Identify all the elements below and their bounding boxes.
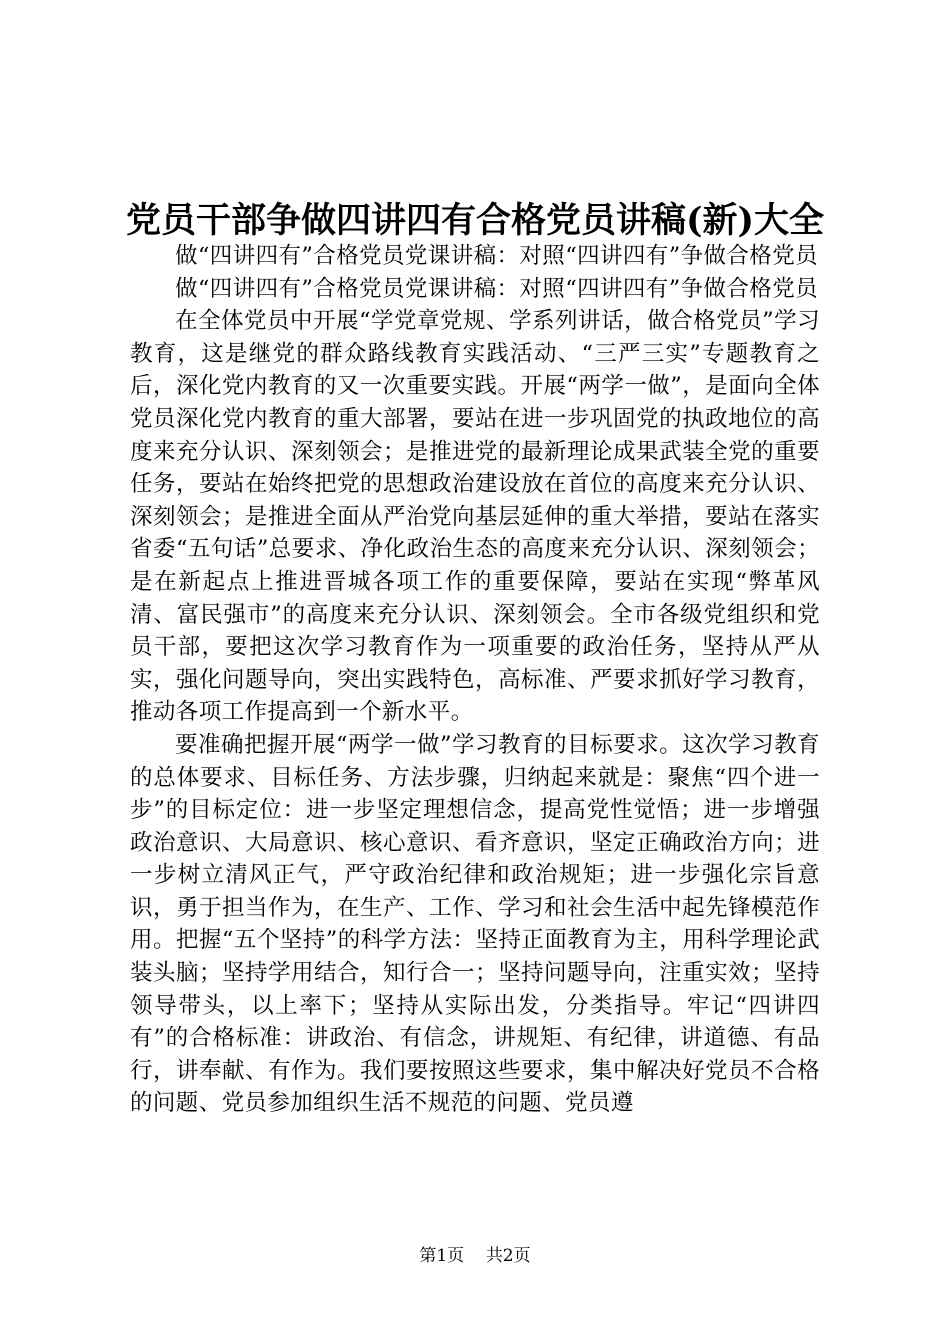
document-body <box>130 240 820 1120</box>
paragraph: 在全体党员中开展“学党章党规、学系列讲话，做合格党员”学习教育，这是继党的群众路线教育实践活动、“三严三实”专题教育之后，深化党内教育的又一次重要实践。开展“两学一做”，是面向全体党员深化党内教育的重大部署，要站在进一步巩固党的执政地位的高度来充分认识、深刻领会；是推进党的最新理论成果武装全党的重要任务，要站在始终把党的思想政治建设放在首位的高度来充分认识、深刻领会；是推进全面从严治党向基层延伸的重大举措，要站在落实省委“五句话”总要求、净化政治生态的高度来充分认识、深刻领会；是在新起点上推进晋城各项工作的重要保障，要站在实现“弊革风清、富民强市”的高度来充分认识、深刻领会。全市各级党组织和党员干部，要把这次学习教育作为一项重要的政治任务，坚持从严从实，强化问题导向，突出实践特色，高标准、严要求抓好学习教育，推动各项工作提高到一个新水平。 <box>130 308 820 726</box>
page-separator <box>470 1246 481 1266</box>
paragraph: 做“四讲四有”合格党员党课讲稿：对照“四讲四有”争做合格党员 <box>175 243 819 269</box>
page-number: 第1页 <box>419 1246 465 1266</box>
page-footer <box>0 1245 950 1267</box>
paragraph: 要准确把握开展“两学一做”学习教育的目标要求。这次学习教育的总体要求、目标任务、方法步骤，归纳起来就是：聚焦“四个进一步”的目标定位：进一步坚定理想信念，提高党性觉悟；进一步增强政治意识、大局意识、核心意识、看齐意识，坚定正确政治方向；进一步树立清风正气，严守政治纪律和政治规矩；进一步强化宗旨意识，勇于担当作为，在生产、工作、学习和社会生活中起先锋模范作用。把握“五个坚持”的科学方法：坚持正面教育为主，用科学理论武装头脑；坚持学用结合，知行合一；坚持问题导向，注重实效；坚持领导带头，以上率下；坚持从实际出发，分类指导。牢记“四讲四有”的合格标准：讲政治、有信念，讲规矩、有纪律，讲道德、有品行，讲奉献、有作为。我们要按照这些要求，集中解决好党员不合格的问题、党员参加组织生活不规范的问题、党员遵 <box>130 731 820 1117</box>
paragraph: 做“四讲四有”合格党员党课讲稿：对照“四讲四有”争做合格党员 <box>175 275 819 302</box>
page-total: 共2页 <box>485 1246 531 1266</box>
document-title: 党员干部争做四讲四有合格党员讲稿(新)大全 <box>125 200 825 242</box>
